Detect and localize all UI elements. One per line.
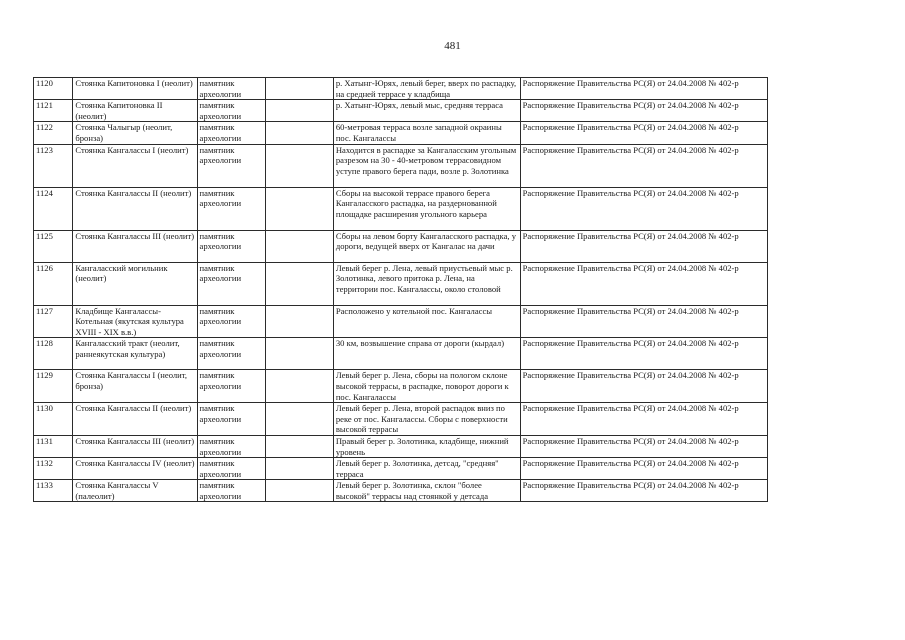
legal-document-cell — [520, 144, 767, 187]
location-text: Находится в распадке за Кангаласским угольным разрезом на 30 - 40-метровом террасовидном уступе правого берега пади, возле р. Золотинка — [335, 144, 517, 176]
legal-document-cell — [520, 435, 767, 457]
location-text: р. Хатынг-Юрях, левый мыс, средняя терраса — [335, 100, 503, 111]
location-cell — [333, 480, 520, 502]
monument-type-text: памятник археологии — [199, 435, 242, 457]
row-number-cell — [34, 403, 73, 436]
monument-name-text: Стоянка Капитоновка II (неолит) — [75, 100, 163, 121]
monument-name-cell — [73, 403, 197, 436]
monument-name-text: Стоянка Кангалассы I (неолит) — [75, 144, 189, 155]
monument-type-cell — [197, 305, 266, 338]
location-cell — [333, 100, 520, 122]
monument-name-text: Стоянка Кангалассы IV (неолит) — [75, 458, 195, 469]
monument-type-cell — [197, 403, 266, 436]
table-row — [34, 122, 768, 144]
monument-name-text: Кангаласский тракт (неолит, раннеякутская культура) — [75, 338, 180, 359]
monument-type-cell — [197, 122, 266, 144]
empty-cell — [266, 78, 334, 100]
row-number-cell — [34, 122, 73, 144]
monument-name-text: Кангаласский могильник (неолит) — [75, 262, 168, 284]
row-number-cell — [34, 480, 73, 502]
empty-cell — [266, 262, 334, 305]
monument-name-cell — [73, 230, 197, 262]
row-number-cell — [34, 435, 73, 457]
monument-type-text: памятник археологии — [199, 262, 242, 284]
monument-name-cell — [73, 187, 197, 230]
monument-name-text: Стоянка Кангалассы III (неолит) — [75, 435, 195, 446]
monument-type-cell — [197, 78, 266, 100]
table-row — [34, 230, 768, 262]
row-number-text: 1133 — [36, 480, 53, 491]
table-row — [34, 187, 768, 230]
row-number-text: 1124 — [36, 187, 53, 198]
monument-type-text: памятник археологии — [199, 230, 242, 252]
location-cell — [333, 230, 520, 262]
monument-type-cell — [197, 144, 266, 187]
legal-document-text: Распоряжение Правительства РС(Я) от 24.04.2008 № 402-р — [522, 338, 739, 349]
row-number-cell — [34, 370, 73, 403]
monument-type-text: памятник археологии — [199, 403, 242, 424]
empty-cell — [266, 187, 334, 230]
monument-type-cell — [197, 370, 266, 403]
table-row — [34, 262, 768, 305]
empty-cell — [266, 338, 334, 370]
table-row — [34, 305, 768, 338]
row-number-text: 1120 — [36, 78, 53, 88]
monument-name-cell — [73, 100, 197, 122]
table-row — [34, 338, 768, 370]
row-number-cell — [34, 144, 73, 187]
location-text: Левый берег р. Золотинка, склон "более высокой" террасы над стоянкой у детсада — [335, 480, 489, 501]
row-number-text: 1131 — [36, 435, 53, 446]
monument-type-cell — [197, 230, 266, 262]
empty-cell — [266, 403, 334, 436]
row-number-text: 1130 — [36, 403, 53, 414]
location-text: Сборы на высокой террасе правого берега Кангаласского распадка, на раздернованной площадке расширения угольного карьера — [335, 187, 497, 219]
empty-cell — [266, 230, 334, 262]
monument-type-text: памятник археологии — [199, 480, 242, 501]
legal-document-cell — [520, 100, 767, 122]
row-number-cell — [34, 230, 73, 262]
monument-type-cell — [197, 187, 266, 230]
legal-document-text: Распоряжение Правительства РС(Я) от 24.04.2008 № 402-р — [522, 305, 739, 316]
monument-name-text: Кладбище Кангалассы-Котельная (якутская культура XVIII - XIX в.в.) — [75, 305, 184, 337]
table-row — [34, 370, 768, 403]
monument-type-text: памятник археологии — [199, 338, 242, 359]
location-text: Левый берег р. Лена, второй распадок вниз по реке от пос. Кангалассы. Сборы с поверхности высокой террасы — [335, 403, 508, 435]
monument-name-text: Стоянка Кангалассы I (неолит, бронза) — [75, 370, 188, 391]
monument-type-text: памятник археологии — [199, 370, 242, 391]
monument-name-text: Стоянка Кангалассы V (палеолит) — [75, 480, 159, 501]
row-number-cell — [34, 338, 73, 370]
row-number-text: 1123 — [36, 144, 53, 155]
location-text: 30 км, возвышение справа от дороги (кырдал) — [335, 338, 505, 349]
monument-type-cell — [197, 338, 266, 370]
row-number-text: 1122 — [36, 122, 53, 133]
legal-document-cell — [520, 458, 767, 480]
legal-document-cell — [520, 122, 767, 144]
legal-document-text: Распоряжение Правительства РС(Я) от 24.04.2008 № 402-р — [522, 122, 739, 133]
legal-document-cell — [520, 338, 767, 370]
location-text: Левый берег р. Золотинка, детсад, "средняя" терраса — [335, 458, 499, 479]
legal-document-text: Распоряжение Правительства РС(Я) от 24.04.2008 № 402-р — [522, 78, 739, 88]
row-number-text: 1132 — [36, 458, 53, 469]
table-row — [34, 480, 768, 502]
legal-document-text: Распоряжение Правительства РС(Я) от 24.04.2008 № 402-р — [522, 480, 739, 491]
legal-document-cell — [520, 262, 767, 305]
location-text: Правый берег р. Золотинка, кладбище, нижний уровень — [335, 435, 509, 457]
monument-name-cell — [73, 370, 197, 403]
table-row — [34, 403, 768, 436]
row-number-text: 1121 — [36, 100, 53, 111]
row-number-cell — [34, 305, 73, 338]
legal-document-cell — [520, 305, 767, 338]
location-cell — [333, 78, 520, 100]
legal-document-cell — [520, 187, 767, 230]
empty-cell — [266, 122, 334, 144]
legal-document-cell — [520, 403, 767, 436]
legal-document-text: Распоряжение Правительства РС(Я) от 24.04.2008 № 402-р — [522, 370, 739, 381]
empty-cell — [266, 370, 334, 403]
legal-document-cell — [520, 230, 767, 262]
location-text: Левый берег р. Лена, сборы на пологом склоне высокой террасы, в распадке, поворот дороги к пос. Кангалассы — [335, 370, 509, 402]
location-cell — [333, 338, 520, 370]
legal-document-text: Распоряжение Правительства РС(Я) от 24.04.2008 № 402-р — [522, 187, 739, 198]
monument-type-cell — [197, 262, 266, 305]
monument-name-text: Стоянка Капитоновка I (неолит) — [75, 78, 193, 88]
legal-document-text: Распоряжение Правительства РС(Я) от 24.04.2008 № 402-р — [522, 144, 739, 155]
row-number-text: 1129 — [36, 370, 53, 381]
row-number-text: 1127 — [36, 305, 53, 316]
monument-name-text: Стоянка Кангалассы II (неолит) — [75, 403, 192, 414]
location-cell — [333, 458, 520, 480]
row-number-text: 1128 — [36, 338, 53, 349]
monument-type-text: памятник археологии — [199, 458, 242, 479]
monument-name-cell — [73, 305, 197, 338]
location-text: Левый берег р. Лена, левый приустьевый мыс р. Золотинка, левого притока р. Лена, на территории пос. Кангалассы, около столовой — [335, 262, 513, 294]
legal-document-text: Распоряжение Правительства РС(Я) от 24.04.2008 № 402-р — [522, 100, 739, 111]
empty-cell — [266, 100, 334, 122]
location-cell — [333, 144, 520, 187]
monument-type-text: памятник археологии — [199, 305, 242, 327]
legal-document-text: Распоряжение Правительства РС(Я) от 24.04.2008 № 402-р — [522, 262, 739, 273]
table-row — [34, 100, 768, 122]
table-row — [34, 78, 768, 100]
monument-name-text: Стоянка Кангалассы III (неолит) — [75, 230, 195, 241]
page-number: 481 — [444, 40, 461, 52]
location-text: Расположено у котельной пос. Кангалассы — [335, 305, 493, 316]
row-number-cell — [34, 458, 73, 480]
empty-cell — [266, 435, 334, 457]
location-text: Сборы на левом борту Кангаласского распадка, у дороги, ведущей вверх от Кангалас на дачи — [335, 230, 517, 252]
location-cell — [333, 122, 520, 144]
row-number-text: 1125 — [36, 230, 53, 241]
empty-cell — [266, 458, 334, 480]
table-row — [34, 435, 768, 457]
heritage-registry-table — [33, 77, 768, 502]
table-row — [34, 458, 768, 480]
monument-name-text: Стоянка Кангалассы II (неолит) — [75, 187, 192, 198]
monument-name-cell — [73, 144, 197, 187]
table-row — [34, 144, 768, 187]
monument-type-cell — [197, 458, 266, 480]
monument-type-text: памятник археологии — [199, 144, 242, 166]
legal-document-text: Распоряжение Правительства РС(Я) от 24.04.2008 № 402-р — [522, 458, 739, 469]
monument-name-cell — [73, 458, 197, 480]
monument-name-cell — [73, 480, 197, 502]
monument-type-cell — [197, 480, 266, 502]
row-number-cell — [34, 78, 73, 100]
legal-document-text: Распоряжение Правительства РС(Я) от 24.04.2008 № 402-р — [522, 435, 739, 446]
monument-type-text: памятник археологии — [199, 187, 242, 209]
location-cell — [333, 435, 520, 457]
row-number-text: 1126 — [36, 262, 53, 273]
empty-cell — [266, 305, 334, 338]
location-cell — [333, 305, 520, 338]
monument-name-cell — [73, 262, 197, 305]
row-number-cell — [34, 262, 73, 305]
legal-document-cell — [520, 370, 767, 403]
location-cell — [333, 370, 520, 403]
legal-document-text: Распоряжение Правительства РС(Я) от 24.04.2008 № 402-р — [522, 230, 739, 241]
empty-cell — [266, 480, 334, 502]
monument-name-cell — [73, 338, 197, 370]
legal-document-cell — [520, 78, 767, 100]
monument-name-cell — [73, 435, 197, 457]
location-text: 60-метровая терраса возле западной окраины пос. Кангалассы — [335, 122, 502, 143]
registry-table-body — [34, 78, 768, 502]
monument-type-cell — [197, 100, 266, 122]
location-text: р. Хатынг-Юрях, левый берег, вверх по распадку, на средней террасе у кладбища — [335, 78, 517, 99]
monument-type-text: памятник археологии — [199, 122, 242, 143]
location-cell — [333, 262, 520, 305]
location-cell — [333, 187, 520, 230]
legal-document-text: Распоряжение Правительства РС(Я) от 24.04.2008 № 402-р — [522, 403, 739, 414]
legal-document-cell — [520, 480, 767, 502]
row-number-cell — [34, 187, 73, 230]
monument-type-text: памятник археологии — [199, 100, 242, 121]
location-cell — [333, 403, 520, 436]
empty-cell — [266, 144, 334, 187]
row-number-cell — [34, 100, 73, 122]
monument-name-cell — [73, 122, 197, 144]
monument-name-text: Стоянка Чалыгыр (неолит, бронза) — [75, 122, 173, 143]
monument-type-cell — [197, 435, 266, 457]
monument-name-cell — [73, 78, 197, 100]
monument-type-text: памятник археологии — [199, 78, 242, 99]
